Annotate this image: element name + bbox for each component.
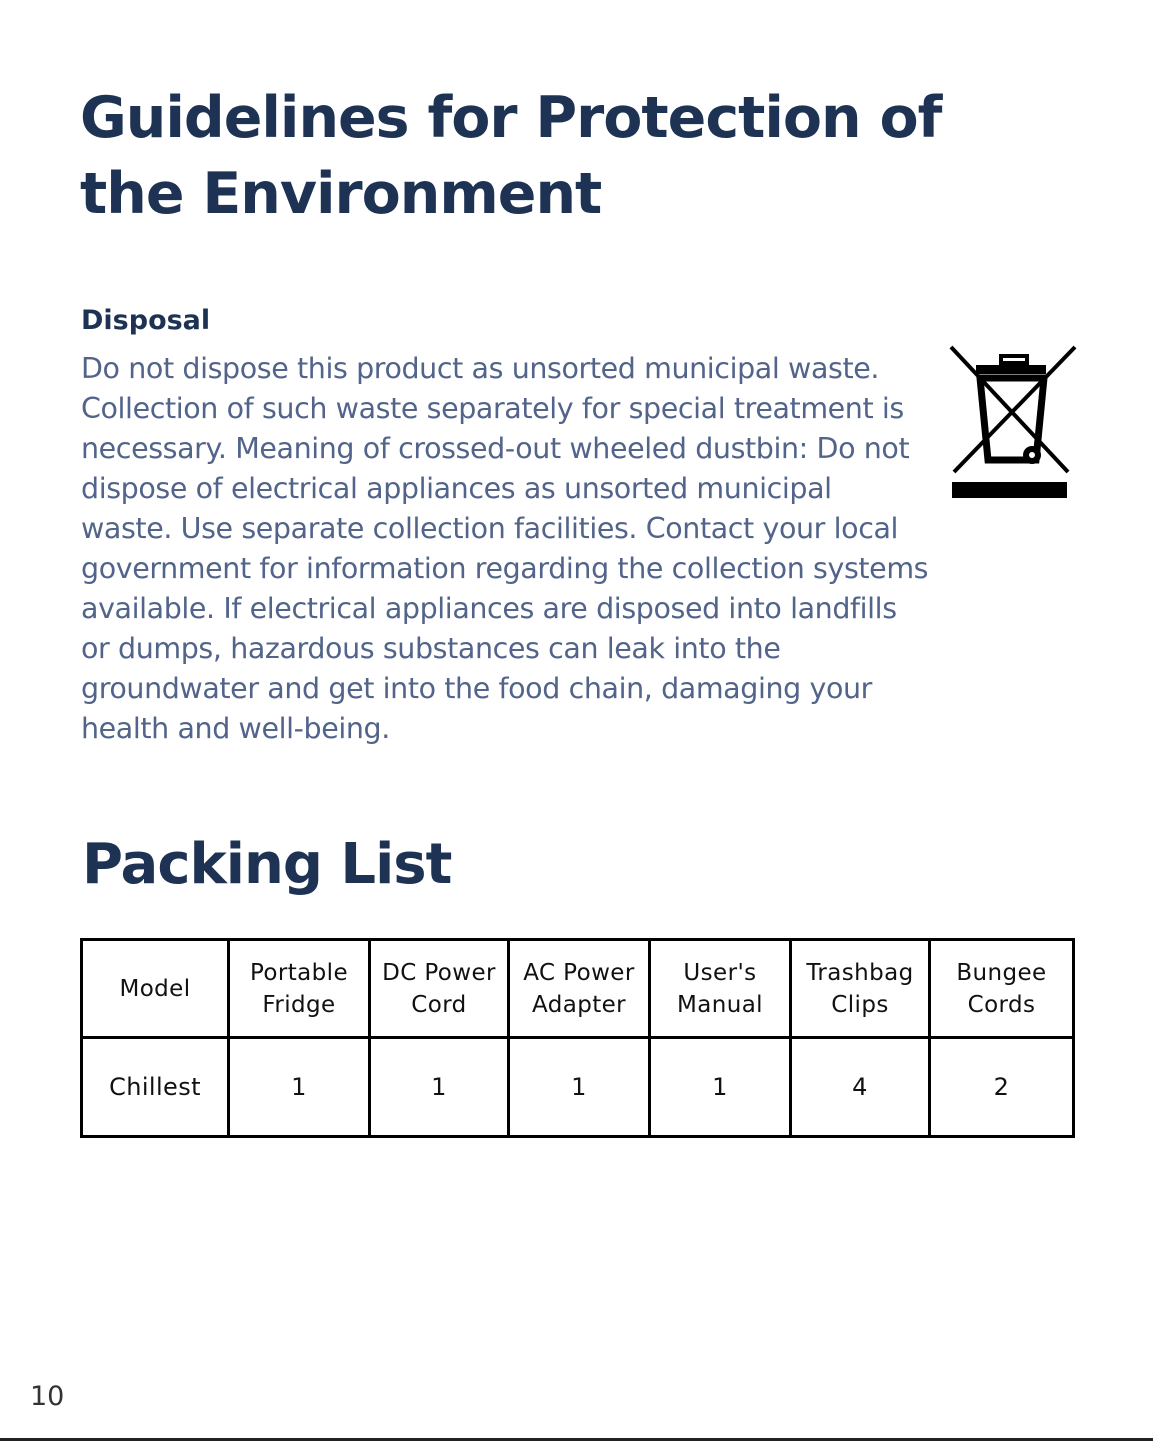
column-header-bungee-cords: Bungee Cords xyxy=(930,940,1074,1038)
crossed-out-wheeled-bin-icon xyxy=(948,342,1078,504)
column-header-ac-power-adapter: AC Power Adapter xyxy=(509,940,650,1038)
cell-ac-power-adapter: 1 xyxy=(509,1038,650,1137)
cell-users-manual: 1 xyxy=(650,1038,791,1137)
column-header-dc-power-cord: DC Power Cord xyxy=(370,940,509,1038)
table-header-row xyxy=(82,940,1074,1038)
disposal-heading: Disposal xyxy=(81,305,211,336)
cell-portable-fridge: 1 xyxy=(229,1038,370,1137)
cell-model: Chillest xyxy=(82,1038,229,1137)
column-header-portable-fridge: Portable Fridge xyxy=(229,940,370,1038)
packing-list-table xyxy=(80,938,1075,1138)
column-header-model: Model xyxy=(82,940,229,1038)
cell-trashbag-clips: 4 xyxy=(791,1038,930,1137)
packing-list-title: Packing List xyxy=(82,832,452,897)
disposal-paragraph: Do not dispose this product as unsorted municipal waste. Collection of such waste separately for special treatment is necessary. Meaning of crossed-out wheeled dustbin: Do not dispose of electrical appliances as unsorted municipal waste. Use separate collection facilities. Contact your local government for information regarding the collection systems available. If electrical appliances are disposed into landfills or dumps, hazardous substances can leak into the groundwater and get into the food chain, damaging your health and well-being. xyxy=(81,352,929,745)
column-header-users-manual: User's Manual xyxy=(650,940,791,1038)
page-number: 10 xyxy=(30,1381,65,1412)
table-row xyxy=(82,1038,1074,1137)
cell-bungee-cords: 2 xyxy=(930,1038,1074,1137)
cell-dc-power-cord: 1 xyxy=(370,1038,509,1137)
page-title: Guidelines for Protection of the Environment xyxy=(80,85,942,227)
column-header-trashbag-clips: Trashbag Clips xyxy=(791,940,930,1038)
